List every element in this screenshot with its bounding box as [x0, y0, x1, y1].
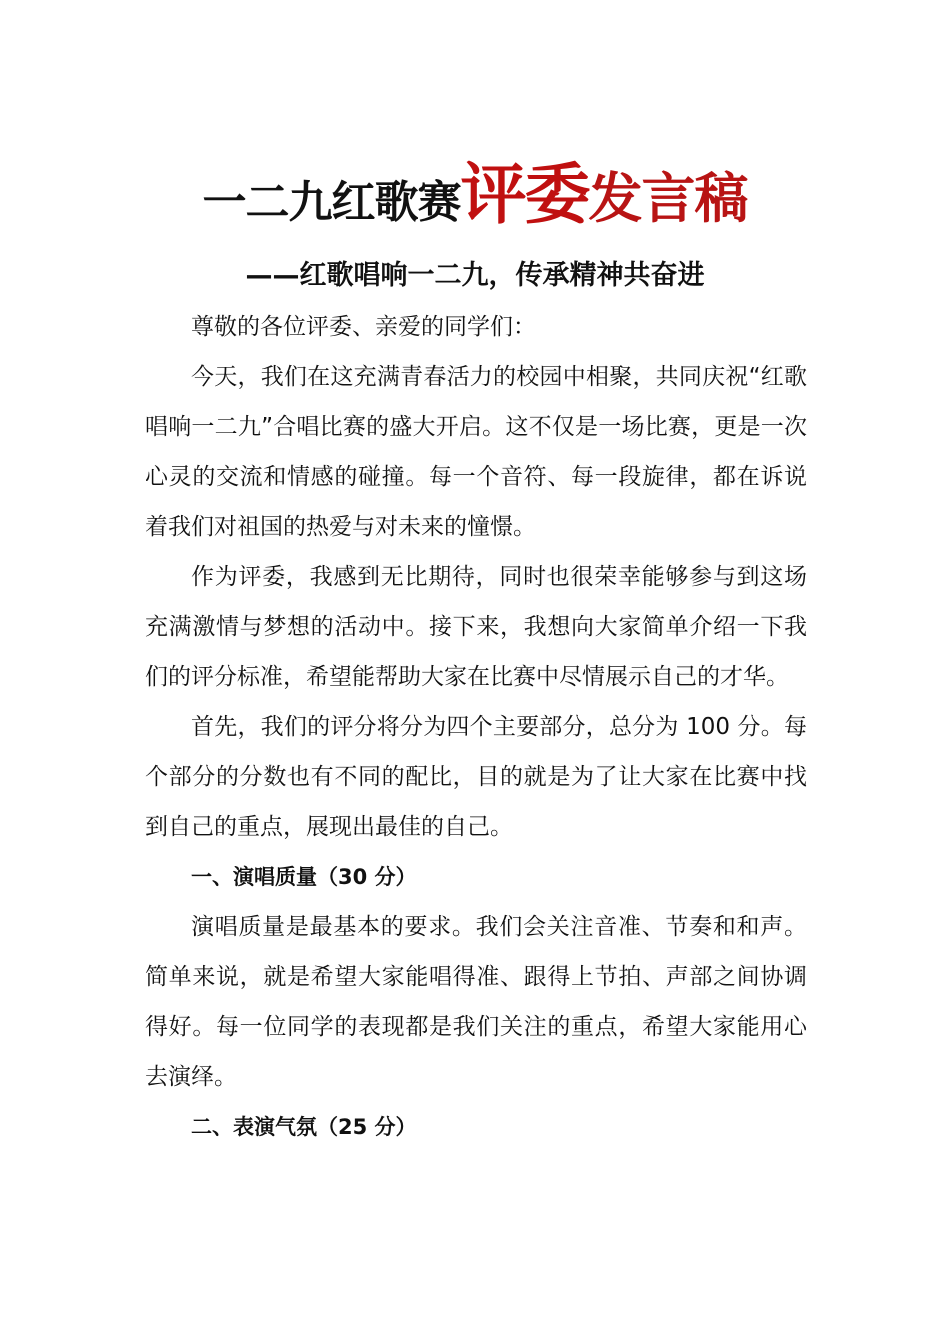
- title-part-speech: 发言稿: [588, 167, 748, 230]
- singing-quality-paragraph: 演唱质量是最基本的要求。我们会关注音准、节奏和和声。简单来说，就是希望大家能唱得准、跟得上节拍、声部之间协调得好。每一位同学的表现都是我们关注的重点，希望大家能用心去演绎。: [145, 914, 807, 1090]
- title-part-event: 一二九红歌赛: [202, 177, 461, 228]
- role-paragraph: 作为评委，我感到无比期待，同时也很荣幸能够参与到这场充满激情与梦想的活动中。接下来，我想向大家简单介绍一下我们的评分标准，希望能帮助大家在比赛中尽情展示自己的才华。: [145, 564, 807, 690]
- scoring-paragraph: 首先，我们的评分将分为四个主要部分，总分为 100 分。每个部分的分数也有不同的配比，目的就是为了让大家在比赛中找到自己的重点，展现出最佳的自己。: [145, 714, 807, 840]
- document-body: [145, 302, 807, 1152]
- section-heading-performance-atmosphere: 二、表演气氛（25 分）: [191, 1115, 417, 1139]
- intro-paragraph: 今天，我们在这充满青春活力的校园中相聚，共同庆祝“红歌唱响一二九”合唱比赛的盛大开启。这不仅是一场比赛，更是一次心灵的交流和情感的碰撞。每一个音符、每一段旋律，都在诉说着我们对祖国的热爱与对未来的憧憬。: [145, 364, 807, 540]
- page-subtitle: ——红歌唱响一二九，传承精神共奋进: [245, 260, 705, 291]
- greeting-paragraph: 尊敬的各位评委、亲爱的同学们：: [191, 314, 536, 340]
- section-heading-singing-quality: 一、演唱质量（30 分）: [191, 865, 417, 889]
- title-part-judges: 评委: [460, 156, 589, 233]
- page-title: [0, 150, 950, 240]
